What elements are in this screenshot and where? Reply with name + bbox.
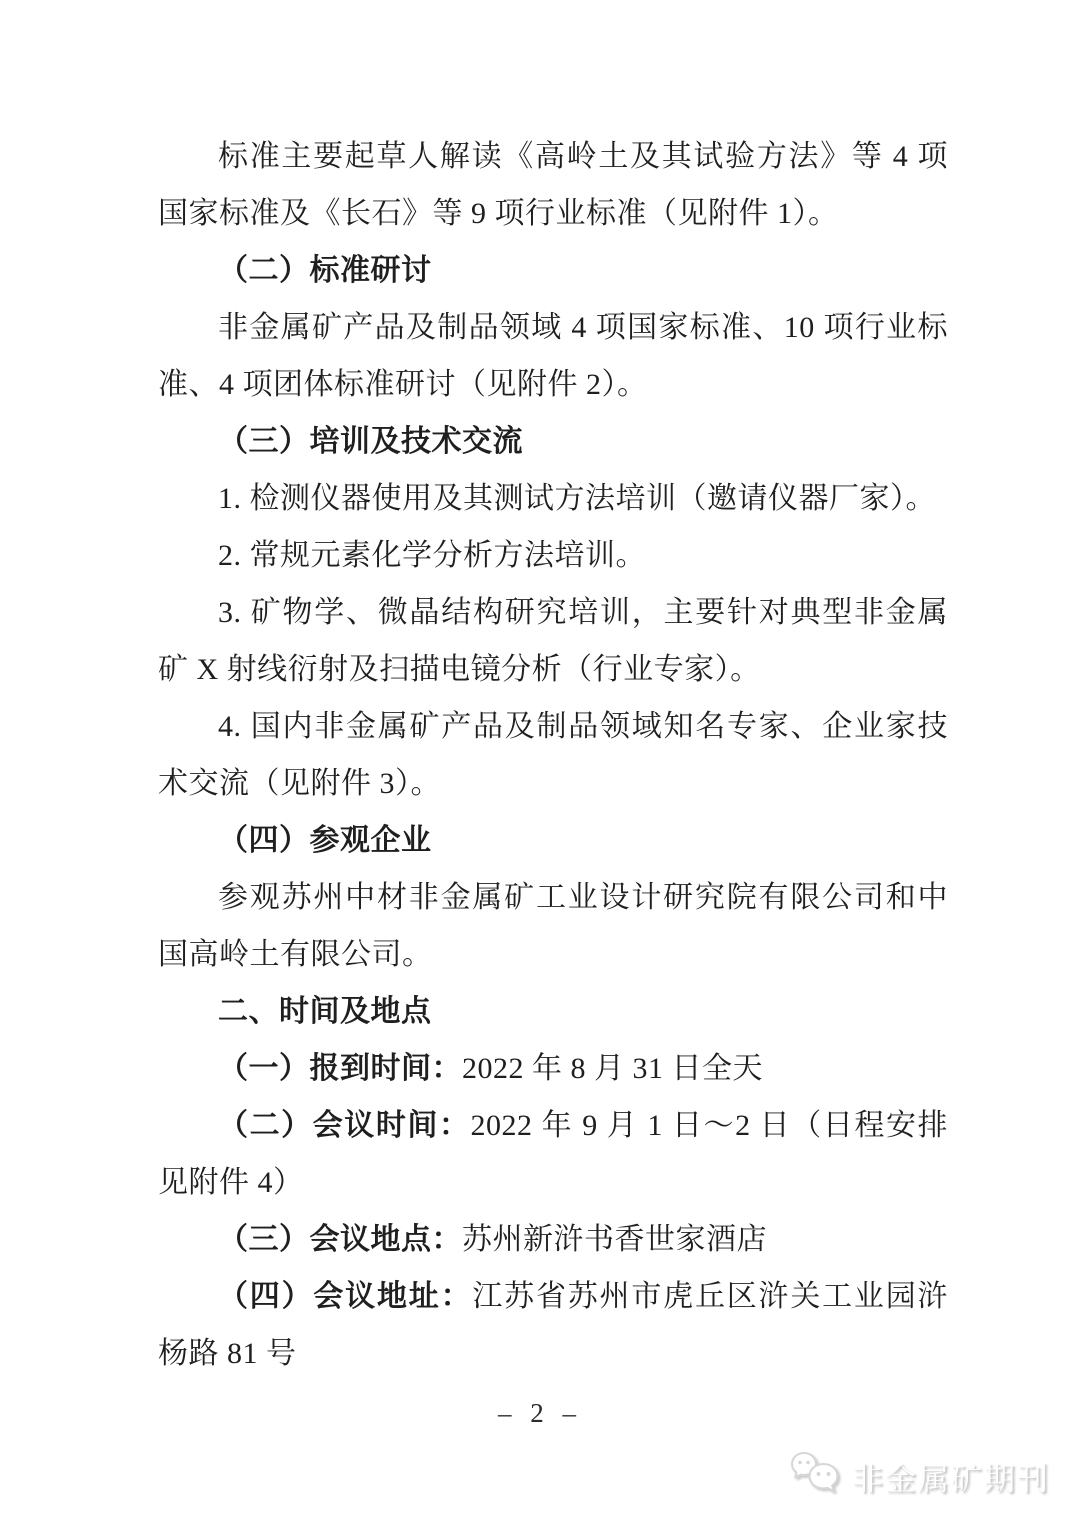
kv-line (158, 1268, 948, 1382)
paragraph: 参观苏州中材非金属矿工业设计研究院有限公司和中国高岭土有限公司。 (158, 881, 948, 971)
section-heading: （二）标准研讨 (218, 254, 432, 287)
paragraph: 非金属矿产品及制品领域 4 项国家标准、10 项行业标准、4 项团体标准研讨（见附件 2）。 (158, 311, 948, 401)
list-item: 4. 国内非金属矿产品及制品领域知名专家、企业家技术交流（见附件 3）。 (158, 710, 948, 800)
list-item: 1. 检测仪器使用及其测试方法培训（邀请仪器厂家）。 (218, 482, 936, 515)
section-heading: （三）培训及技术交流 (218, 425, 523, 458)
kv-value: 苏州新浒书香世家酒店 (462, 1223, 767, 1256)
kv-label: （一）报到时间： (218, 1052, 462, 1085)
kv-value: 2022 年 8 月 31 日全天 (462, 1052, 763, 1085)
kv-label: （三）会议地点： (218, 1223, 462, 1256)
document-body (158, 128, 948, 1382)
watermark-label: 非金属矿期刊 (852, 1462, 1050, 1497)
list-item: 2. 常规元素化学分析方法培训。 (218, 539, 646, 572)
kv-line (158, 1097, 948, 1211)
section-heading: （四）参观企业 (218, 824, 432, 857)
section-heading: 二、时间及地点 (218, 995, 432, 1028)
kv-label: （四）会议地址： (218, 1280, 473, 1313)
kv-line (158, 1040, 948, 1097)
list-item: 3. 矿物学、微晶结构研究培训，主要针对典型非金属矿 X 射线衍射及扫描电镜分析（行业专家）。 (158, 596, 948, 686)
wechat-icon (788, 1450, 842, 1503)
watermark (788, 1450, 1050, 1503)
paragraph: 标准主要起草人解读《高岭土及其试验方法》等 4 项国家标准及《长石》等 9 项行业标准（见附件 1）。 (158, 140, 948, 230)
kv-label: （二）会议时间： (218, 1109, 471, 1142)
page-number: – 2 – (498, 1398, 582, 1428)
kv-value: 2022 年 9 月 1 日～2 日（日程安排见附件 4） (158, 1109, 949, 1199)
kv-line (158, 1211, 948, 1268)
kv-value: 江苏省苏州市虎丘区浒关工业园浒杨路 81 号 (158, 1280, 949, 1370)
